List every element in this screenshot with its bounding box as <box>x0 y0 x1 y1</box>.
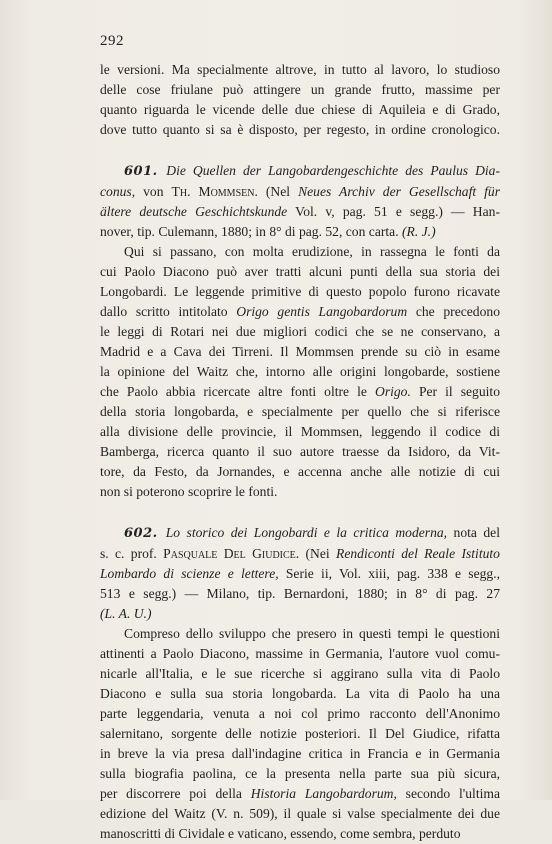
text-line: nicarle all'Italia, e le sue ricerche si aggirano sulla vita di Paolo <box>100 666 500 681</box>
text-line: attinenti a Paolo Diacono, massime in Germania, l'autore vuol comu- <box>100 646 500 661</box>
text-line: Qui si passano, con molta erudizione, in rassegna le fonti da <box>124 244 500 259</box>
text-line: quanto riguarda le vicende delle due chiese di Aquileia e di Grado, <box>100 102 500 117</box>
entry-heading-line: ältere deutsche Geschichtskunde Vol. v, pag. 51 e segg.) — Han- <box>100 204 500 219</box>
text-line: parte leggendaria, venuta a noi col primo racconto dell'Anonimo <box>100 706 500 721</box>
entry-heading-line: s. c. prof. Pasquale Del Giudice. (Nei Rendiconti del Reale Istituto <box>100 546 500 561</box>
entry-heading-line: nover, tip. Culemann, 1880; in 8° di pag. 52, con carta. (R. J.) <box>100 224 436 239</box>
text-line: dallo scritto intitolato Origo gentis Langobardorum che precedono <box>100 304 500 319</box>
intro-paragraph <box>100 60 500 140</box>
text-line: in breve la via presa dall'indagine critica in Francia e in Germania <box>100 746 500 761</box>
text-line: delle cose friulane può attingere un grande frutto, massime per <box>100 82 500 97</box>
text-line: Longobardi. Le leggende primitive di questo popolo furono ricavate <box>100 284 500 299</box>
text-line: le versioni. Ma specialmente altrove, in tutto al lavoro, lo studioso <box>100 62 500 77</box>
text-line: sulla biografia paolina, ce la presenta nella parte sua più sicura, <box>100 766 500 781</box>
text-line: cui Paolo Diacono può aver tratti alcuni punti della sua storia dei <box>100 264 500 279</box>
text-line: alla divisione delle provincie, il Mommsen, leggendo il codice di <box>100 424 500 439</box>
entry-heading-line: 602. Lo storico dei Longobardi e la critica moderna, nota del <box>124 525 500 541</box>
text-line: della storia longobarda, e specialmente per quello che si riferisce <box>100 404 500 419</box>
text-line: non si poterono scoprire le fonti. <box>100 484 278 499</box>
entry-heading-line: conus, von Th. Mommsen. (Nel Neues Archiv der Gesellschaft für <box>100 184 501 199</box>
bibliography-entry-601 <box>100 161 500 502</box>
text-line: le leggi di Rotari nei due migliori codici che se ne conservano, a <box>100 324 500 339</box>
page-number: 292 <box>100 33 124 49</box>
text-line: la opinione del Waitz che, intorno alle origini longobarde, sostiene <box>100 364 500 379</box>
text-line: Diacono e sulla sua storia longobarda. La vita di Paolo ha una <box>100 686 500 701</box>
entry-heading-line: 513 e segg.) — Milano, tip. Bernardoni, 1880; in 8° di pag. 27 <box>100 586 500 601</box>
bibliography-entry-602 <box>100 523 500 844</box>
entry-heading-line: Lombardo di scienze e lettere, Serie ii, Vol. xiii, pag. 338 e segg., <box>100 566 500 581</box>
text-line: per discorrere poi della Historia Langobardorum, secondo l'ultima <box>100 786 500 801</box>
text-line: edizione del Waitz (V. n. 509), il quale si valse specialmente dei due <box>100 806 500 821</box>
entry-heading-line: (L. A. U.) <box>100 606 152 621</box>
text-line: tore, da Festo, da Jornandes, e accenna anche alle notizie di cui <box>100 464 500 479</box>
text-line: che Paolo abbia ricercate altre fonti oltre le Origo. Per il seguito <box>100 384 500 399</box>
page-content <box>100 60 500 844</box>
text-line: Madrid e a Cava dei Tirreni. Il Mommsen prende su ciò in esame <box>100 344 500 359</box>
entry-heading-line: 601. Die Quellen der Langobardengeschichte des Paulus Dia- <box>124 163 500 179</box>
entry-number: 602. <box>124 526 166 541</box>
entry-number: 601. <box>124 164 167 179</box>
text-line: dove tutto quanto si sa è disposto, per regesto, in ordine cronologico. <box>100 122 500 137</box>
text-line: Bamberga, ricerca quanto il suo autore traesse da Isidoro, da Vit- <box>100 444 500 459</box>
text-line: salernitano, sorgente delle notizie posteriori. Il Del Giudice, rifatta <box>100 726 500 741</box>
text-line: manoscritti di Cividale e vaticano, essendo, come sembra, perduto <box>100 826 461 841</box>
text-line: Compreso dello sviluppo che presero in questi tempi le questioni <box>124 626 500 641</box>
